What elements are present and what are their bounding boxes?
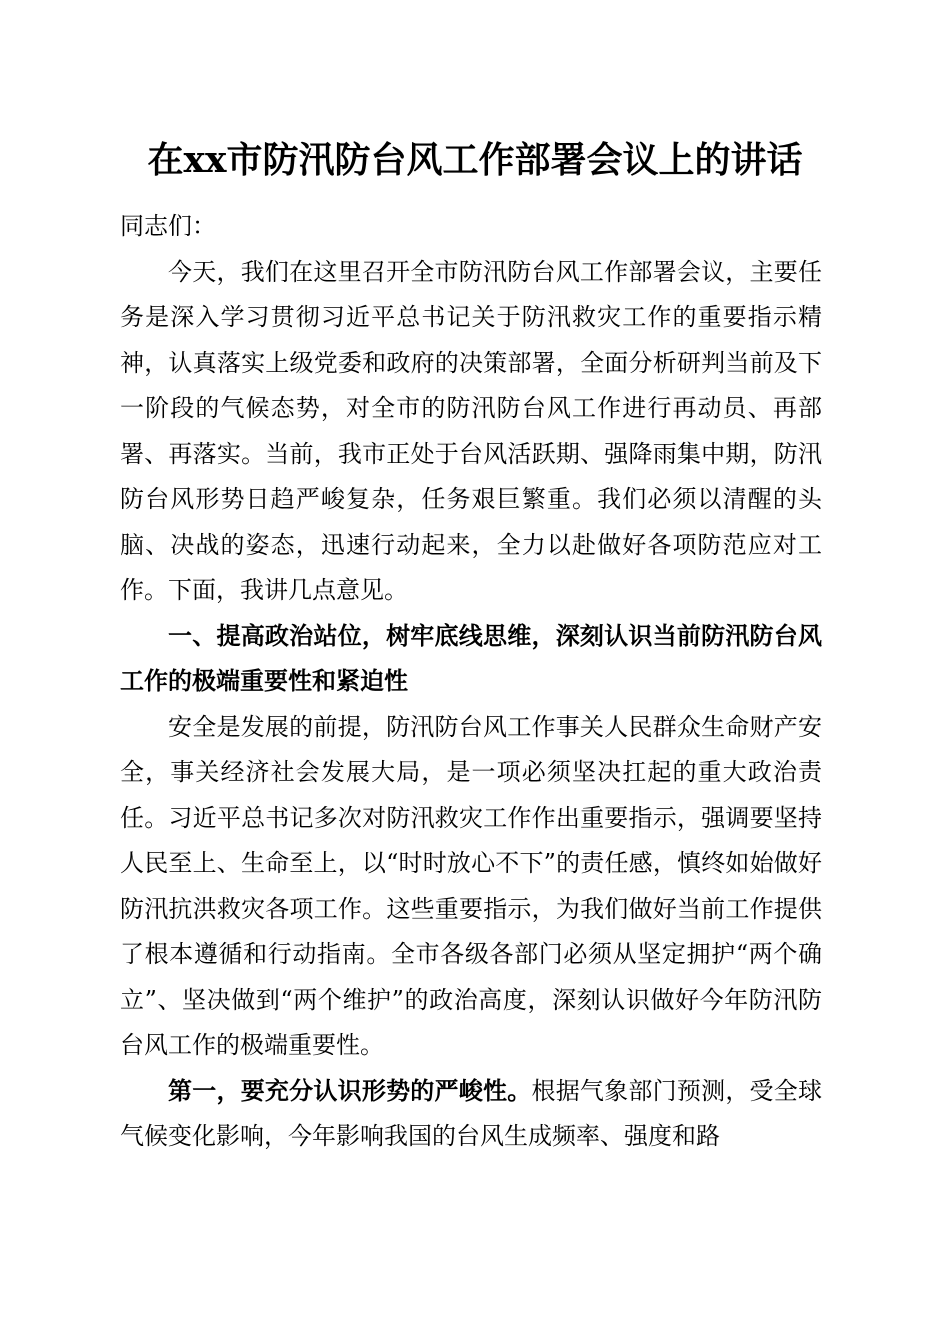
salutation: 同志们： <box>120 212 216 240</box>
intro-paragraph: 今天，我们在这里召开全市防汛防台风工作部署会议，主要任务是深入学习贯彻习近平总书记关于防汛救灾工作的重要指示精神，认真落实上级党委和政府的决策部署，全面分析研判当前及下一阶段的气候态势，对全市的防汛防台风工作进行再动员、再部署、再落实。当前，我市正处于台风活跃期、强降雨集中期，防汛防台风形势日趋严峻复杂，任务艰巨繁重。我们必须以清醒的头脑、决战的姿态，迅速行动起来，全力以赴做好各项防范应对工作。下面，我讲几点意见。 <box>120 257 822 604</box>
section-1-paragraph: 安全是发展的前提，防汛防台风工作事关人民群众生命财产安全，事关经济社会发展大局，是一项必须坚决扛起的重大政治责任。习近平总书记多次对防汛救灾工作作出重要指示，强调要坚持人民至上、生命至上，以“时时放心不下”的责任感，慎终如始做好防汛抗洪救灾各项工作。这些重要指示，为我们做好当前工作提供了根本遵循和行动指南。全市各级各部门必须从坚定拥护“两个确立”、坚决做到“两个维护”的政治高度，深刻认识做好今年防汛防台风工作的极端重要性。 <box>120 712 822 1059</box>
section-1-heading: 一、提高政治站位，树牢底线思维，深刻认识当前防汛防台风工作的极端重要性和紧迫性 <box>120 621 822 695</box>
point-1-lead: 第一，要充分认识形势的严峻性。 <box>168 1076 532 1105</box>
document-body <box>120 204 822 1160</box>
document-title: 在xx市防汛防台风工作部署会议上的讲话 <box>147 139 803 181</box>
point-1-paragraph <box>120 1069 822 1160</box>
point-1-body: 根据气象部门预测，受全球气候变化影响，今年影响我国的台风生成频率、强度和路 <box>120 1076 823 1150</box>
